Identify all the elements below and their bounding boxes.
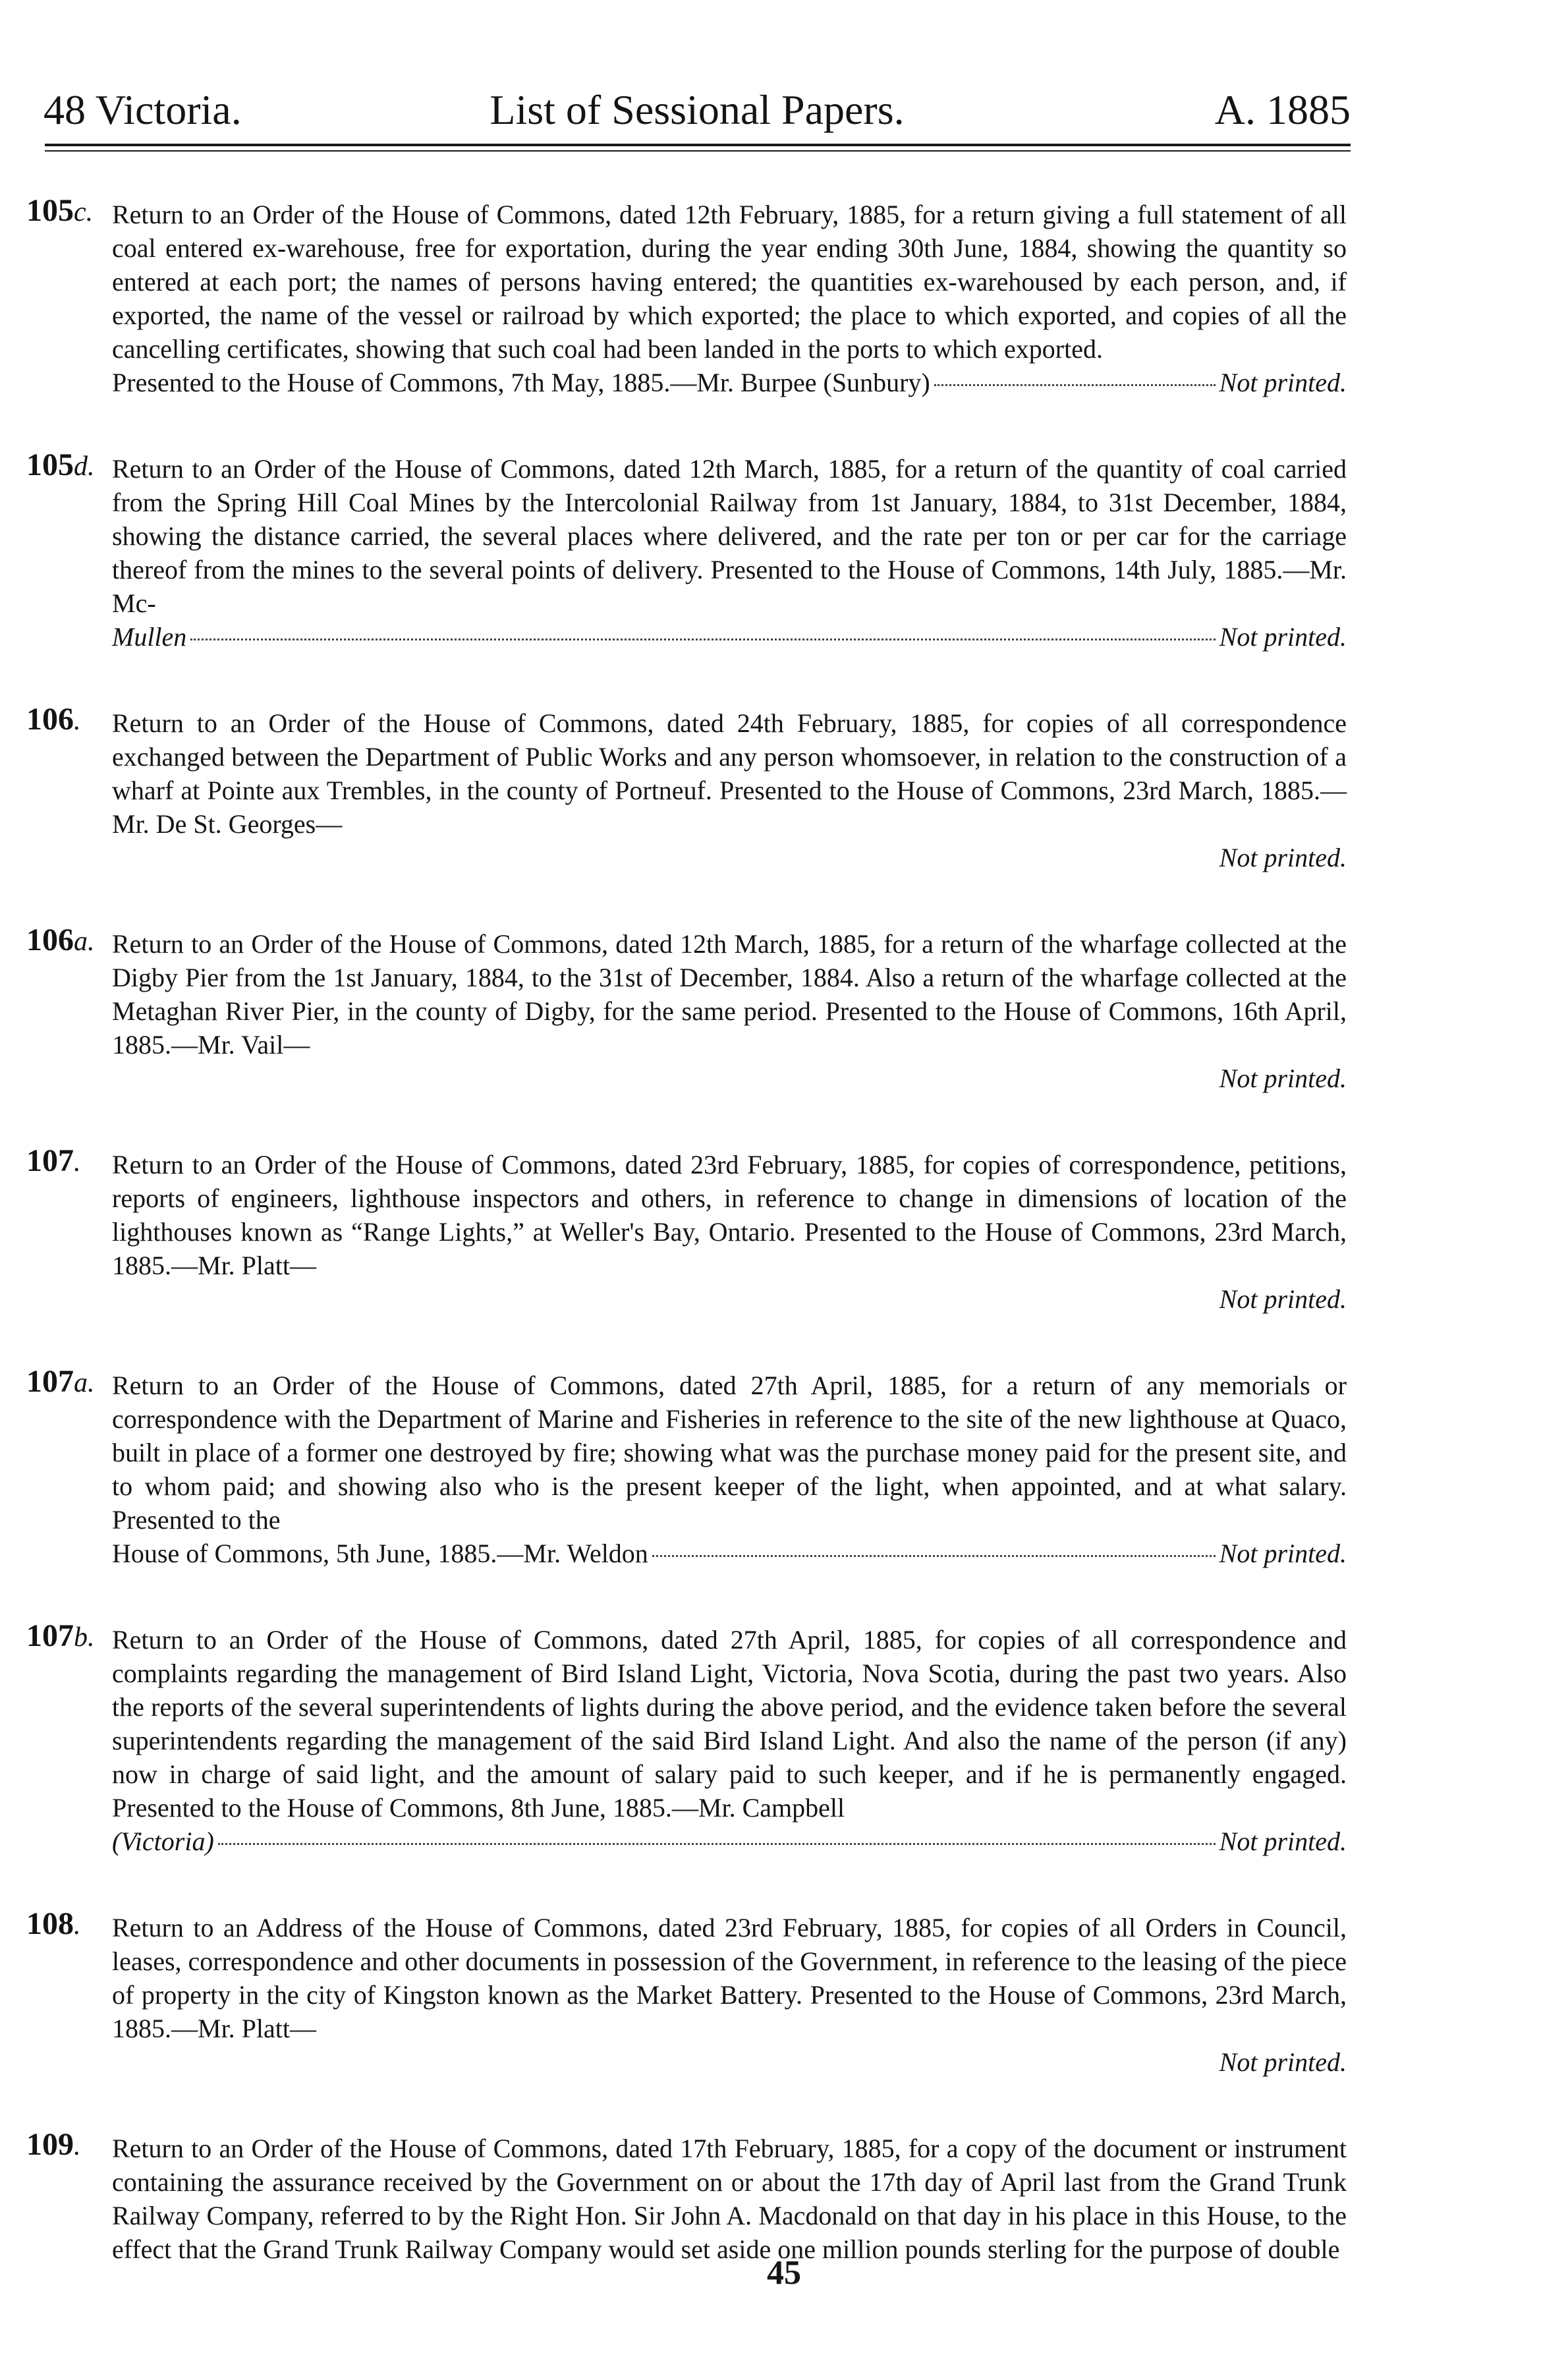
entry-text: Return to an Order of the House of Commons, dated 27th April, 1885, for copies of all correspondence and complaints regarding the management of Bird Island Light, Victoria, Nova Scotia, during the past two years. Also the reports of the several superintendents of lights during the above period, and the evidence taken before the several superintendents regarding the management of the said Bird Island Light. And also the name of the person (if any) now in charge of said light, and the amount of salary paid to such keeper, and if he is permanently engaged. Presented to the House of Commons, 8th June, 1885.—Mr. Campbell bbox=[112, 1625, 1347, 1823]
entry-number: 105c. bbox=[26, 193, 94, 228]
entry-106a bbox=[26, 922, 1347, 1095]
entry-107 bbox=[26, 1143, 1347, 1316]
entry-status: Not printed. bbox=[1219, 2047, 1347, 2077]
entry-status: Not printed. bbox=[1219, 843, 1347, 872]
entry-status: Not printed. bbox=[1219, 1063, 1347, 1093]
entry-status: Not printed. bbox=[1219, 1827, 1347, 1856]
entry-108 bbox=[26, 1906, 1347, 2079]
header-rule-thick bbox=[45, 144, 1351, 146]
entry-number: 107. bbox=[26, 1143, 81, 1178]
dot-leader bbox=[190, 638, 1215, 640]
header-series: A. 1885 bbox=[1214, 86, 1351, 133]
entry-text: Return to an Order of the House of Commons, dated 12th February, 1885, for a return giving a full statement of all coal entered ex-warehouse, free for exportation, during the year ending 30th June, 1884, showing the quantity so entered at each port; the names of persons having entered; the quantities ex-warehoused by each person, and, if exported, the name of the vessel or railroad by which exported; the place to which exported, and copies of all the cancelling certificates, showing that such coal had been landed in the ports to which exported. bbox=[112, 200, 1347, 364]
entry-status: Not printed. bbox=[1219, 1539, 1347, 1568]
entry-number: 105d. bbox=[26, 447, 95, 482]
entry-trail bbox=[112, 1825, 1347, 1858]
dot-leader bbox=[652, 1555, 1216, 1557]
entry-trail-text: (Victoria) bbox=[112, 1827, 214, 1856]
entry-number: 107a. bbox=[26, 1364, 95, 1399]
page-number: 45 bbox=[767, 2254, 801, 2292]
entry-text: Return to an Address of the House of Commons, dated 23rd February, 1885, for copies of all Orders in Council, leases, correspondence and other documents in possession of the Government, in reference to the leasing of the piece of property in the city of Kingston known as the Market Battery. Presented to the House of Commons, 23rd March, 1885.—Mr. Platt— bbox=[112, 1913, 1347, 2043]
entry-number: 109. bbox=[26, 2127, 81, 2162]
entry-number: 106. bbox=[26, 702, 81, 737]
entry-text: Return to an Order of the House of Commons, dated 27th April, 1885, for a return of any memorials or correspondence with the Department of Marine and Fisheries in reference to the site of the new lighthouse at Quaco, built in place of a former one destroyed by fire; showing what was the purchase money paid for the present site, and to whom paid; and showing also who is the present keeper of the light, when appointed, and at what salary. Presented to the bbox=[112, 1371, 1347, 1535]
entry-107b bbox=[26, 1618, 1347, 1858]
entry-trail-text: Presented to the House of Commons, 7th May, 1885.—Mr. Burpee (Sunbury) bbox=[112, 368, 930, 397]
entry-trail bbox=[112, 620, 1347, 654]
header-rule-thin bbox=[45, 150, 1351, 152]
entry-trail bbox=[112, 1537, 1347, 1570]
entry-trail bbox=[112, 366, 1347, 399]
dot-leader bbox=[218, 1843, 1216, 1845]
entry-text: Return to an Order of the House of Commons, dated 23rd February, 1885, for copies of correspondence, petitions, reports of engineers, lighthouse inspectors and others, in reference to change in dimensions of location of the lighthouses known as “Range Lights,” at Weller's Bay, Ontario. Presented to the House of Commons, 23rd March, 1885.—Mr. Platt— bbox=[112, 1150, 1347, 1280]
entry-106 bbox=[26, 702, 1347, 874]
entry-number: 106a. bbox=[26, 922, 95, 957]
entry-number: 108. bbox=[26, 1906, 81, 1941]
entry-status: Not printed. bbox=[1219, 1284, 1347, 1314]
dot-leader bbox=[934, 384, 1216, 386]
entry-status: Not printed. bbox=[1219, 368, 1347, 397]
entry-105d bbox=[26, 447, 1347, 654]
entry-trail-text: House of Commons, 5th June, 1885.—Mr. Weldon bbox=[112, 1539, 648, 1568]
header-title: List of Sessional Papers. bbox=[490, 86, 905, 133]
entry-105c bbox=[26, 193, 1347, 399]
entry-text: Return to an Order of the House of Commons, dated 12th March, 1885, for a return of the quantity of coal carried from the Spring Hill Coal Mines by the Intercolonial Railway from 1st January, 1884, to 31st December, 1884, showing the distance carried, the several places where delivered, and the rate per ton or per car for the carriage thereof from the mines to the several points of delivery. Presented to the House of Commons, 14th July, 1885.—Mr. Mc- bbox=[112, 454, 1347, 618]
entry-list bbox=[26, 193, 1347, 2319]
entry-109 bbox=[26, 2127, 1347, 2266]
entry-text: Return to an Order of the House of Commons, dated 12th March, 1885, for a return of the wharfage collected at the Digby Pier from the 1st January, 1884, to the 31st of December, 1884. Also a return of the wharfage collected at the Metaghan River Pier, in the county of Digby, for the same period. Presented to the House of Commons, 16th April, 1885.—Mr. Vail— bbox=[112, 929, 1347, 1060]
running-header bbox=[43, 61, 1351, 133]
header-volume: 48 Victoria. bbox=[43, 86, 242, 133]
entry-text: Return to an Order of the House of Commons, dated 17th February, 1885, for a copy of the document or instrument containing the assurance received by the Government on or about the 17th day of April last from the Grand Trunk Railway Company, referred to by the Right Hon. Sir John A. Macdonald on that day in his place in this House, to the effect that the Grand Trunk Railway Company would set aside one million pounds sterling for the purpose of double bbox=[112, 2134, 1347, 2264]
entry-status: Not printed. bbox=[1219, 622, 1347, 652]
entry-107a bbox=[26, 1364, 1347, 1570]
entry-trail-text: Mullen bbox=[112, 622, 187, 652]
entry-text: Return to an Order of the House of Commons, dated 24th February, 1885, for copies of all correspondence exchanged between the Department of Public Works and any person whomsoever, in relation to the construction of a wharf at Pointe aux Trembles, in the county of Portneuf. Presented to the House of Commons, 23rd March, 1885.—Mr. De St. Georges— bbox=[112, 708, 1347, 839]
entry-number: 107b. bbox=[26, 1618, 95, 1653]
